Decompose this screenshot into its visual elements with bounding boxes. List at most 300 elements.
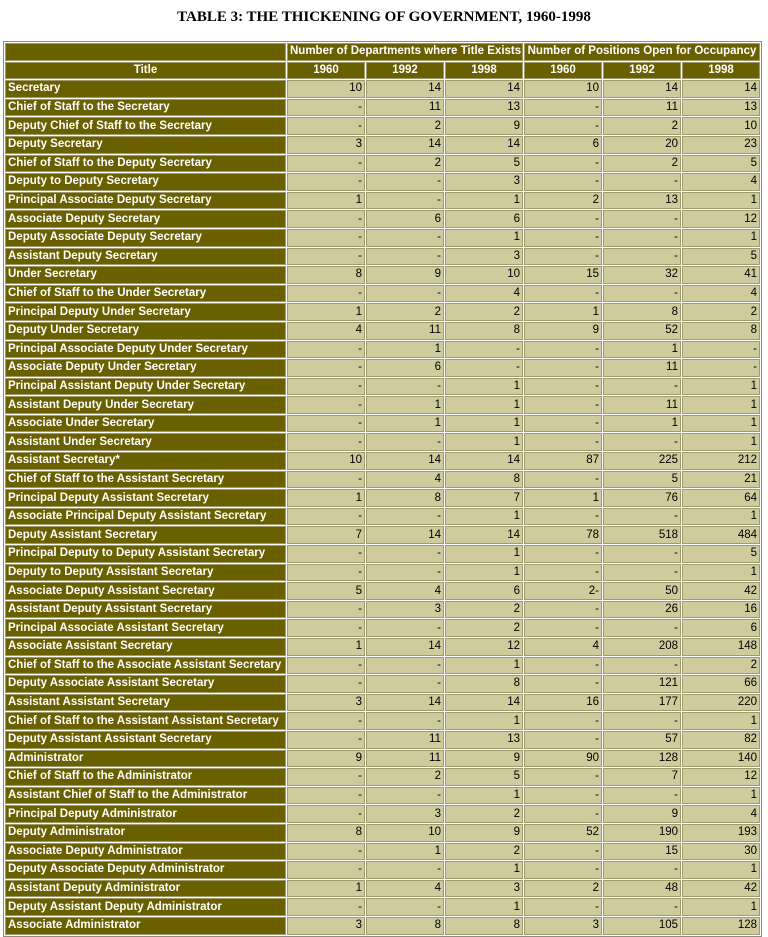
row-value: 9 bbox=[366, 266, 444, 284]
row-title: Secretary bbox=[5, 80, 286, 98]
row-value: 42 bbox=[682, 880, 760, 898]
row-value: 2 bbox=[682, 657, 760, 675]
row-title: Associate Deputy Under Secretary bbox=[5, 359, 286, 377]
row-value: 5 bbox=[445, 155, 523, 173]
header-group-departments: Number of Departments where Title Exists bbox=[287, 43, 523, 61]
row-value: 190 bbox=[603, 824, 681, 842]
header-title: Title bbox=[5, 62, 286, 80]
row-title: Associate Under Secretary bbox=[5, 415, 286, 433]
row-value: 177 bbox=[603, 694, 681, 712]
row-value: 2 bbox=[366, 303, 444, 321]
row-value: 1 bbox=[287, 638, 365, 656]
row-value: 5 bbox=[682, 248, 760, 266]
row-value: 1 bbox=[366, 843, 444, 861]
row-value: - bbox=[366, 378, 444, 396]
row-value: - bbox=[603, 712, 681, 730]
row-value: 21 bbox=[682, 471, 760, 489]
row-title: Deputy Associate Assistant Secretary bbox=[5, 675, 286, 693]
row-value: 1 bbox=[445, 657, 523, 675]
row-value: 8 bbox=[682, 322, 760, 340]
row-value: 3 bbox=[287, 917, 365, 935]
row-value: 2 bbox=[603, 155, 681, 173]
row-value: 2 bbox=[445, 843, 523, 861]
row-value: - bbox=[287, 229, 365, 247]
row-value: - bbox=[603, 619, 681, 637]
table-row bbox=[5, 861, 760, 879]
row-value: - bbox=[445, 359, 523, 377]
row-value: - bbox=[287, 675, 365, 693]
row-value: - bbox=[524, 173, 602, 191]
row-value: - bbox=[603, 229, 681, 247]
row-title: Principal Associate Deputy Secretary bbox=[5, 192, 286, 210]
row-value: 57 bbox=[603, 731, 681, 749]
row-value: - bbox=[603, 378, 681, 396]
row-title: Deputy Under Secretary bbox=[5, 322, 286, 340]
row-value: 14 bbox=[366, 526, 444, 544]
row-value: 5 bbox=[682, 155, 760, 173]
row-value: 8 bbox=[445, 471, 523, 489]
row-value: - bbox=[287, 359, 365, 377]
row-title: Deputy Assistant Assistant Secretary bbox=[5, 731, 286, 749]
row-value: 212 bbox=[682, 452, 760, 470]
row-value: - bbox=[287, 285, 365, 303]
table-row bbox=[5, 210, 760, 228]
header-year: 1992 bbox=[603, 62, 681, 80]
row-value: - bbox=[524, 471, 602, 489]
row-value: - bbox=[603, 657, 681, 675]
table-row bbox=[5, 155, 760, 173]
table-row bbox=[5, 898, 760, 916]
row-value: 4 bbox=[366, 471, 444, 489]
row-value: 15 bbox=[524, 266, 602, 284]
row-value: - bbox=[287, 433, 365, 451]
row-value: 14 bbox=[445, 526, 523, 544]
row-title: Deputy Administrator bbox=[5, 824, 286, 842]
table-row bbox=[5, 824, 760, 842]
row-value: - bbox=[287, 805, 365, 823]
row-value: 518 bbox=[603, 526, 681, 544]
table-row bbox=[5, 712, 760, 730]
row-value: 1 bbox=[445, 898, 523, 916]
table-row bbox=[5, 80, 760, 98]
row-value: - bbox=[524, 285, 602, 303]
row-value: 2 bbox=[445, 805, 523, 823]
row-value: - bbox=[366, 712, 444, 730]
row-value: - bbox=[366, 787, 444, 805]
row-value: 1 bbox=[682, 861, 760, 879]
row-value: 14 bbox=[603, 80, 681, 98]
row-value: 8 bbox=[287, 266, 365, 284]
row-value: 1 bbox=[366, 396, 444, 414]
row-value: 16 bbox=[524, 694, 602, 712]
row-value: - bbox=[524, 564, 602, 582]
table-row bbox=[5, 508, 760, 526]
row-value: 5 bbox=[445, 768, 523, 786]
row-value: 1 bbox=[682, 787, 760, 805]
row-value: 1 bbox=[366, 341, 444, 359]
row-title: Principal Deputy Assistant Secretary bbox=[5, 489, 286, 507]
row-value: - bbox=[603, 285, 681, 303]
row-value: - bbox=[287, 619, 365, 637]
row-value: 32 bbox=[603, 266, 681, 284]
row-value: 1 bbox=[682, 433, 760, 451]
row-title: Assistant Assistant Secretary bbox=[5, 694, 286, 712]
table-row bbox=[5, 136, 760, 154]
row-value: 1 bbox=[445, 229, 523, 247]
row-value: - bbox=[366, 248, 444, 266]
row-value: 1 bbox=[603, 415, 681, 433]
row-value: - bbox=[366, 508, 444, 526]
row-value: 5 bbox=[287, 582, 365, 600]
row-title: Deputy Secretary bbox=[5, 136, 286, 154]
row-value: - bbox=[287, 898, 365, 916]
government-titles-table bbox=[3, 41, 762, 937]
row-value: 140 bbox=[682, 750, 760, 768]
row-value: 7 bbox=[445, 489, 523, 507]
row-value: - bbox=[287, 508, 365, 526]
table-row bbox=[5, 917, 760, 935]
table-row bbox=[5, 489, 760, 507]
row-value: 50 bbox=[603, 582, 681, 600]
row-value: - bbox=[366, 433, 444, 451]
row-value: 10 bbox=[287, 80, 365, 98]
row-value: 14 bbox=[366, 80, 444, 98]
row-value: - bbox=[603, 248, 681, 266]
row-value: 4 bbox=[445, 285, 523, 303]
row-value: 6 bbox=[445, 582, 523, 600]
row-value: 8 bbox=[366, 489, 444, 507]
row-value: - bbox=[682, 359, 760, 377]
row-value: 14 bbox=[445, 452, 523, 470]
row-value: 1 bbox=[287, 192, 365, 210]
row-value: 11 bbox=[366, 750, 444, 768]
row-value: - bbox=[524, 378, 602, 396]
row-value: 14 bbox=[445, 136, 523, 154]
row-value: 52 bbox=[603, 322, 681, 340]
row-title: Principal Deputy to Deputy Assistant Secretary bbox=[5, 545, 286, 563]
row-value: 3 bbox=[366, 601, 444, 619]
row-value: - bbox=[524, 229, 602, 247]
table-row bbox=[5, 564, 760, 582]
row-value: 1 bbox=[287, 303, 365, 321]
row-value: - bbox=[603, 173, 681, 191]
row-value: 2 bbox=[524, 192, 602, 210]
row-value: 6 bbox=[682, 619, 760, 637]
row-value: 3 bbox=[445, 248, 523, 266]
row-value: - bbox=[287, 396, 365, 414]
row-value: - bbox=[524, 657, 602, 675]
row-value: 3 bbox=[366, 805, 444, 823]
row-value: - bbox=[524, 415, 602, 433]
row-value: 12 bbox=[445, 638, 523, 656]
table-row bbox=[5, 787, 760, 805]
row-value: 2 bbox=[603, 117, 681, 135]
table-row bbox=[5, 378, 760, 396]
row-value: 42 bbox=[682, 582, 760, 600]
row-value: - bbox=[524, 545, 602, 563]
row-value: - bbox=[524, 787, 602, 805]
row-title: Deputy Assistant Deputy Administrator bbox=[5, 898, 286, 916]
row-value: - bbox=[366, 619, 444, 637]
row-value: 208 bbox=[603, 638, 681, 656]
row-value: 16 bbox=[682, 601, 760, 619]
row-title: Assistant Chief of Staff to the Administrator bbox=[5, 787, 286, 805]
row-value: 1 bbox=[682, 378, 760, 396]
row-value: 1 bbox=[445, 712, 523, 730]
row-value: - bbox=[603, 564, 681, 582]
row-value: 2 bbox=[445, 619, 523, 637]
row-value: 82 bbox=[682, 731, 760, 749]
row-value: 12 bbox=[682, 210, 760, 228]
row-value: 10 bbox=[366, 824, 444, 842]
row-value: 8 bbox=[445, 675, 523, 693]
row-value: - bbox=[603, 787, 681, 805]
row-value: 4 bbox=[682, 285, 760, 303]
row-value: 41 bbox=[682, 266, 760, 284]
table-row bbox=[5, 675, 760, 693]
row-title: Administrator bbox=[5, 750, 286, 768]
table-row bbox=[5, 526, 760, 544]
table-row bbox=[5, 359, 760, 377]
row-value: 87 bbox=[524, 452, 602, 470]
row-value: 4 bbox=[682, 173, 760, 191]
row-value: - bbox=[603, 861, 681, 879]
table-row bbox=[5, 117, 760, 135]
table-row bbox=[5, 266, 760, 284]
row-title: Assistant Deputy Administrator bbox=[5, 880, 286, 898]
row-value: 4 bbox=[366, 582, 444, 600]
row-value: 1 bbox=[524, 303, 602, 321]
row-value: 9 bbox=[524, 322, 602, 340]
row-title: Deputy to Deputy Assistant Secretary bbox=[5, 564, 286, 582]
header-year: 1998 bbox=[445, 62, 523, 80]
row-value: - bbox=[524, 898, 602, 916]
table-row bbox=[5, 303, 760, 321]
row-value: 1 bbox=[366, 415, 444, 433]
row-title: Under Secretary bbox=[5, 266, 286, 284]
row-value: 2 bbox=[366, 768, 444, 786]
row-value: 5 bbox=[603, 471, 681, 489]
row-value: - bbox=[287, 173, 365, 191]
row-value: 8 bbox=[366, 917, 444, 935]
row-title: Deputy Associate Deputy Secretary bbox=[5, 229, 286, 247]
row-value: - bbox=[366, 564, 444, 582]
row-value: - bbox=[524, 359, 602, 377]
table-row bbox=[5, 229, 760, 247]
row-value: 1 bbox=[287, 880, 365, 898]
row-value: - bbox=[287, 341, 365, 359]
row-value: 2 bbox=[366, 117, 444, 135]
table-row bbox=[5, 638, 760, 656]
row-value: - bbox=[287, 601, 365, 619]
row-value: 6 bbox=[524, 136, 602, 154]
row-value: 1 bbox=[445, 433, 523, 451]
row-value: 3 bbox=[287, 694, 365, 712]
row-value: - bbox=[366, 675, 444, 693]
row-value: 14 bbox=[445, 80, 523, 98]
row-value: - bbox=[287, 378, 365, 396]
row-value: - bbox=[366, 545, 444, 563]
row-value: - bbox=[524, 731, 602, 749]
row-value: 11 bbox=[366, 731, 444, 749]
row-value: 3 bbox=[287, 136, 365, 154]
row-value: 1 bbox=[445, 396, 523, 414]
row-title: Associate Principal Deputy Assistant Secretary bbox=[5, 508, 286, 526]
row-value: - bbox=[287, 657, 365, 675]
row-value: - bbox=[524, 712, 602, 730]
row-title: Principal Associate Assistant Secretary bbox=[5, 619, 286, 637]
row-value: 13 bbox=[603, 192, 681, 210]
row-value: 1 bbox=[682, 229, 760, 247]
row-value: 193 bbox=[682, 824, 760, 842]
row-value: - bbox=[524, 805, 602, 823]
row-title: Assistant Deputy Assistant Secretary bbox=[5, 601, 286, 619]
row-value: - bbox=[524, 155, 602, 173]
table-row bbox=[5, 657, 760, 675]
table-row bbox=[5, 396, 760, 414]
table-row bbox=[5, 694, 760, 712]
row-value: - bbox=[287, 155, 365, 173]
row-value: - bbox=[366, 192, 444, 210]
row-value: - bbox=[524, 99, 602, 117]
row-value: - bbox=[524, 341, 602, 359]
row-title: Associate Deputy Administrator bbox=[5, 843, 286, 861]
header-year: 1960 bbox=[287, 62, 365, 80]
row-value: 26 bbox=[603, 601, 681, 619]
row-value: - bbox=[287, 787, 365, 805]
row-value: 90 bbox=[524, 750, 602, 768]
row-value: 64 bbox=[682, 489, 760, 507]
table-row bbox=[5, 285, 760, 303]
row-value: 6 bbox=[366, 359, 444, 377]
row-value: 30 bbox=[682, 843, 760, 861]
row-value: - bbox=[603, 210, 681, 228]
row-value: 1 bbox=[445, 861, 523, 879]
row-value: 11 bbox=[366, 99, 444, 117]
row-value: 13 bbox=[445, 99, 523, 117]
row-value: 128 bbox=[603, 750, 681, 768]
row-title: Deputy to Deputy Secretary bbox=[5, 173, 286, 191]
row-value: 48 bbox=[603, 880, 681, 898]
row-value: - bbox=[524, 861, 602, 879]
row-value: 1 bbox=[445, 378, 523, 396]
row-value: - bbox=[287, 117, 365, 135]
row-value: 66 bbox=[682, 675, 760, 693]
row-title: Associate Administrator bbox=[5, 917, 286, 935]
row-value: 10 bbox=[682, 117, 760, 135]
table-row bbox=[5, 322, 760, 340]
row-value: - bbox=[287, 861, 365, 879]
row-value: 14 bbox=[445, 694, 523, 712]
row-value: 8 bbox=[287, 824, 365, 842]
table-row bbox=[5, 750, 760, 768]
row-title: Chief of Staff to the Secretary bbox=[5, 99, 286, 117]
table-row bbox=[5, 805, 760, 823]
header-year: 1960 bbox=[524, 62, 602, 80]
page-title: TABLE 3: THE THICKENING OF GOVERNMENT, 1960-1998 bbox=[177, 9, 591, 25]
row-value: - bbox=[287, 210, 365, 228]
table-row bbox=[5, 433, 760, 451]
row-title: Principal Associate Deputy Under Secretary bbox=[5, 341, 286, 359]
row-value: 52 bbox=[524, 824, 602, 842]
row-value: 3 bbox=[524, 917, 602, 935]
row-value: 13 bbox=[682, 99, 760, 117]
table-row bbox=[5, 341, 760, 359]
row-value: - bbox=[524, 768, 602, 786]
row-value: - bbox=[366, 861, 444, 879]
row-value: 121 bbox=[603, 675, 681, 693]
row-value: 23 bbox=[682, 136, 760, 154]
row-value: 2 bbox=[682, 303, 760, 321]
row-value: 3 bbox=[445, 880, 523, 898]
row-value: 78 bbox=[524, 526, 602, 544]
row-title: Assistant Under Secretary bbox=[5, 433, 286, 451]
row-value: 1 bbox=[682, 564, 760, 582]
row-value: - bbox=[366, 285, 444, 303]
row-title: Deputy Chief of Staff to the Secretary bbox=[5, 117, 286, 135]
table-row bbox=[5, 415, 760, 433]
table-row bbox=[5, 731, 760, 749]
row-value: 1 bbox=[445, 545, 523, 563]
row-value: 15 bbox=[603, 843, 681, 861]
header-year: 1998 bbox=[682, 62, 760, 80]
row-value: 3 bbox=[445, 173, 523, 191]
row-value: 5 bbox=[682, 545, 760, 563]
row-title: Assistant Deputy Secretary bbox=[5, 248, 286, 266]
row-value: - bbox=[524, 396, 602, 414]
row-value: - bbox=[603, 433, 681, 451]
row-value: 1 bbox=[603, 341, 681, 359]
row-value: 14 bbox=[682, 80, 760, 98]
row-value: - bbox=[287, 768, 365, 786]
row-title: Associate Deputy Secretary bbox=[5, 210, 286, 228]
row-title: Principal Deputy Administrator bbox=[5, 805, 286, 823]
row-value: - bbox=[682, 341, 760, 359]
table-row bbox=[5, 99, 760, 117]
row-title: Deputy Associate Deputy Administrator bbox=[5, 861, 286, 879]
row-value: - bbox=[524, 675, 602, 693]
table-row bbox=[5, 880, 760, 898]
row-value: - bbox=[524, 508, 602, 526]
row-value: 14 bbox=[366, 136, 444, 154]
row-value: - bbox=[287, 99, 365, 117]
row-value: 1 bbox=[445, 192, 523, 210]
row-value: 1 bbox=[682, 898, 760, 916]
row-value: 10 bbox=[287, 452, 365, 470]
row-value: - bbox=[524, 619, 602, 637]
table-row bbox=[5, 582, 760, 600]
row-value: 1 bbox=[682, 396, 760, 414]
row-title: Deputy Assistant Secretary bbox=[5, 526, 286, 544]
row-value: 12 bbox=[682, 768, 760, 786]
row-value: 8 bbox=[445, 322, 523, 340]
table-row bbox=[5, 248, 760, 266]
row-value: 9 bbox=[445, 117, 523, 135]
table-row bbox=[5, 471, 760, 489]
row-title: Assistant Deputy Under Secretary bbox=[5, 396, 286, 414]
row-title: Chief of Staff to the Under Secretary bbox=[5, 285, 286, 303]
row-value: 8 bbox=[445, 917, 523, 935]
row-value: 2 bbox=[445, 601, 523, 619]
row-value: - bbox=[287, 248, 365, 266]
row-value: 4 bbox=[524, 638, 602, 656]
row-value: 7 bbox=[287, 526, 365, 544]
header-year: 1992 bbox=[366, 62, 444, 80]
row-value: 11 bbox=[603, 396, 681, 414]
row-value: 1 bbox=[287, 489, 365, 507]
row-value: 4 bbox=[366, 880, 444, 898]
row-value: 1 bbox=[524, 489, 602, 507]
